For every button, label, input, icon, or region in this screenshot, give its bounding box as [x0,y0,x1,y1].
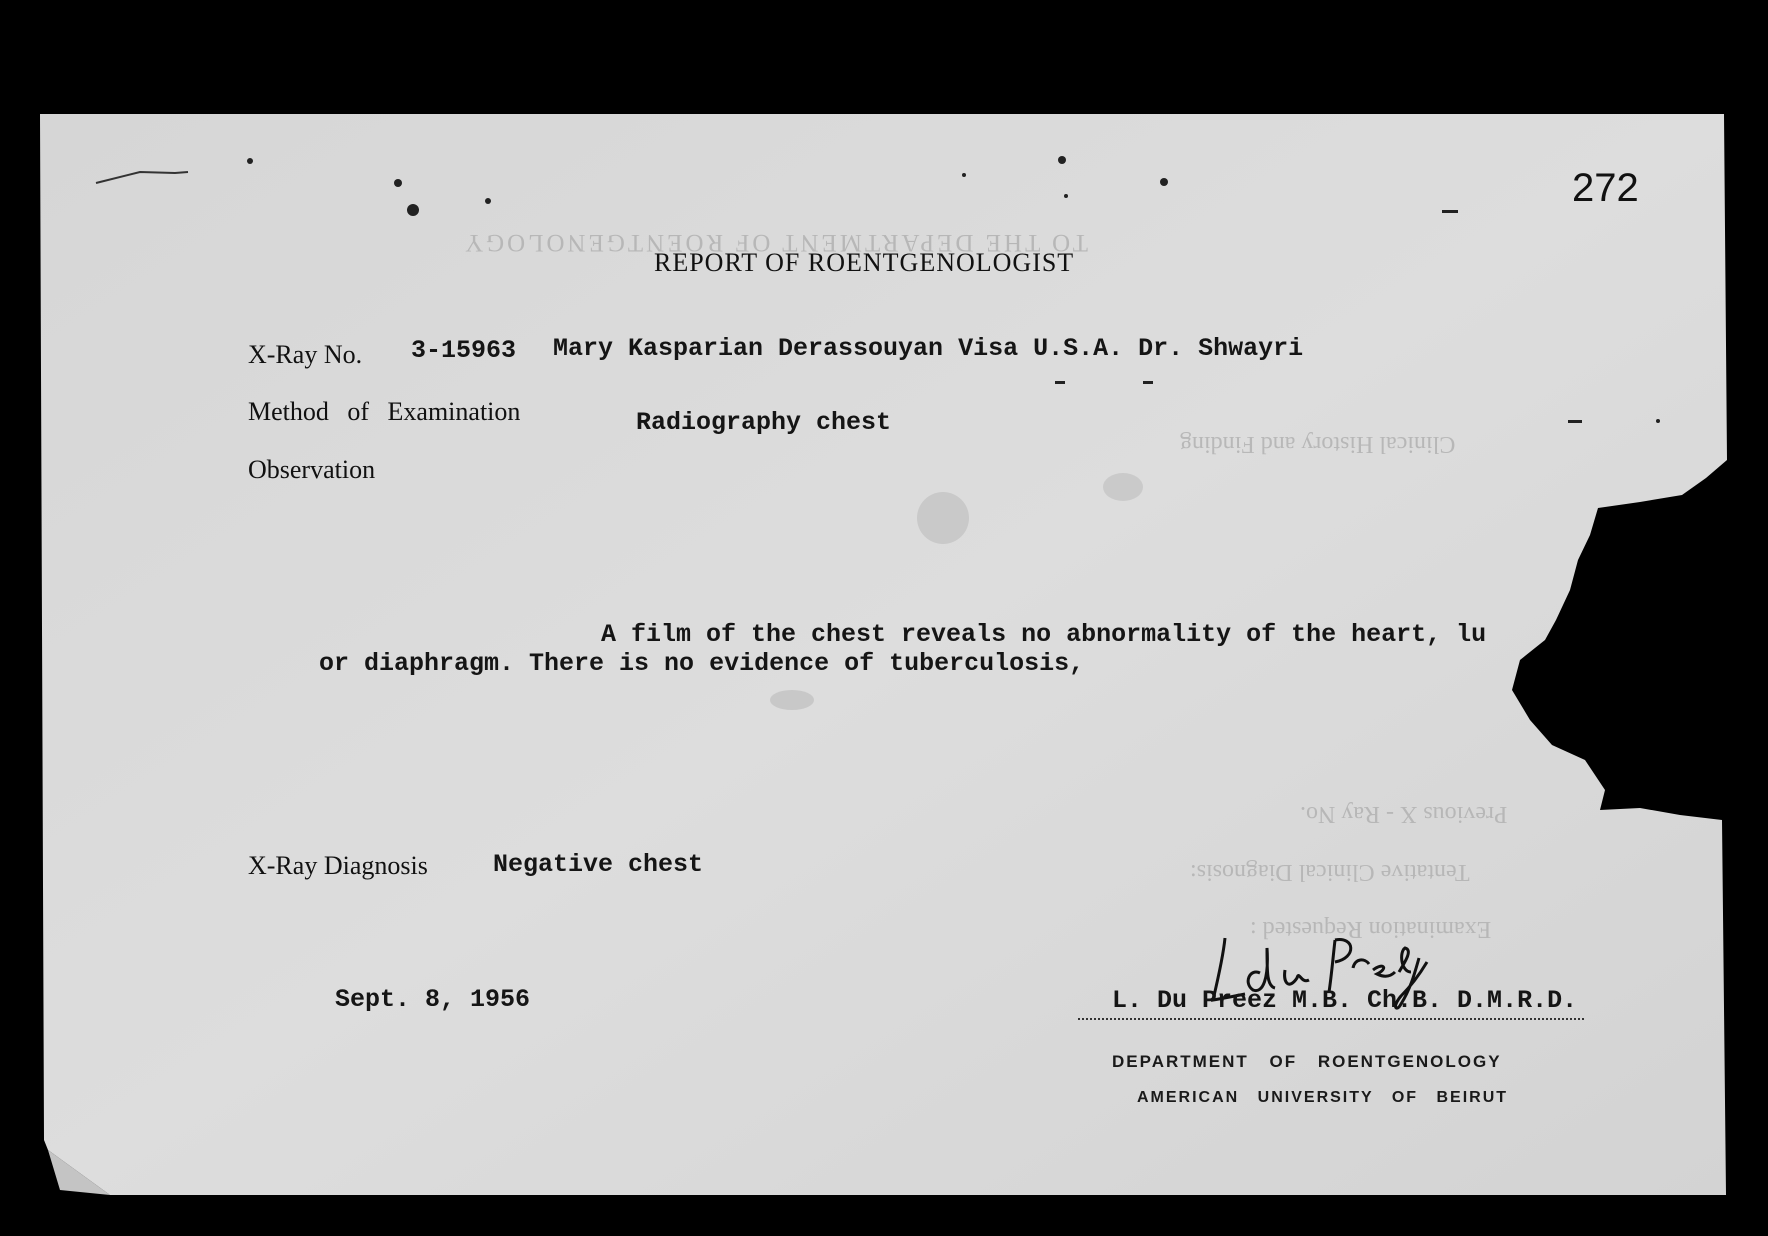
bleed-through-text: Tentative Clinical Diagnosis: [1190,859,1470,885]
method-label: Method of Examination [248,397,521,426]
xray-number-label: X-Ray No. [248,340,363,369]
department-line2: AMERICAN UNIVERSITY OF BEIRUT [1137,1089,1509,1106]
bleed-through-text: Clinical History and Finding [1180,431,1456,457]
department-line1: DEPARTMENT OF ROENTGENOLOGY [1112,1052,1502,1071]
diagnosis-value: Negative chest [493,850,704,879]
bleed-through-text: Previous X - Ray No. [1300,801,1508,827]
stain [770,690,814,710]
observation-label: Observation [248,455,376,484]
page-number: 272 [1572,166,1639,210]
observation-text-line1: A film of the chest reveals no abnormality of the heart, lu [601,620,1487,649]
physician-name: L. Du Preez M.B. Ch.B. D.M.R.D. [1112,986,1578,1015]
stain [1103,473,1143,501]
bleed-through-text: Examination Requested : [1250,916,1492,942]
diagnosis-label: X-Ray Diagnosis [248,851,428,880]
observation-text-line2: or diaphragm. There is no evidence of tuberculosis, [319,649,1085,678]
bleed-through-text: TO THE DEPARTMENT OF ROENTGENOLOGY [462,229,1088,256]
stain [917,492,969,544]
report-title: REPORT OF ROENTGENOLOGIST [654,248,1075,277]
xray-number-value: 3-15963 [411,336,517,365]
patient-line: Mary Kasparian Derassouyan Visa U.S.A. Dr. Shwayri [553,334,1304,363]
method-value: Radiography chest [636,408,892,437]
signature-rule [1078,1018,1584,1020]
report-date: Sept. 8, 1956 [335,985,531,1014]
